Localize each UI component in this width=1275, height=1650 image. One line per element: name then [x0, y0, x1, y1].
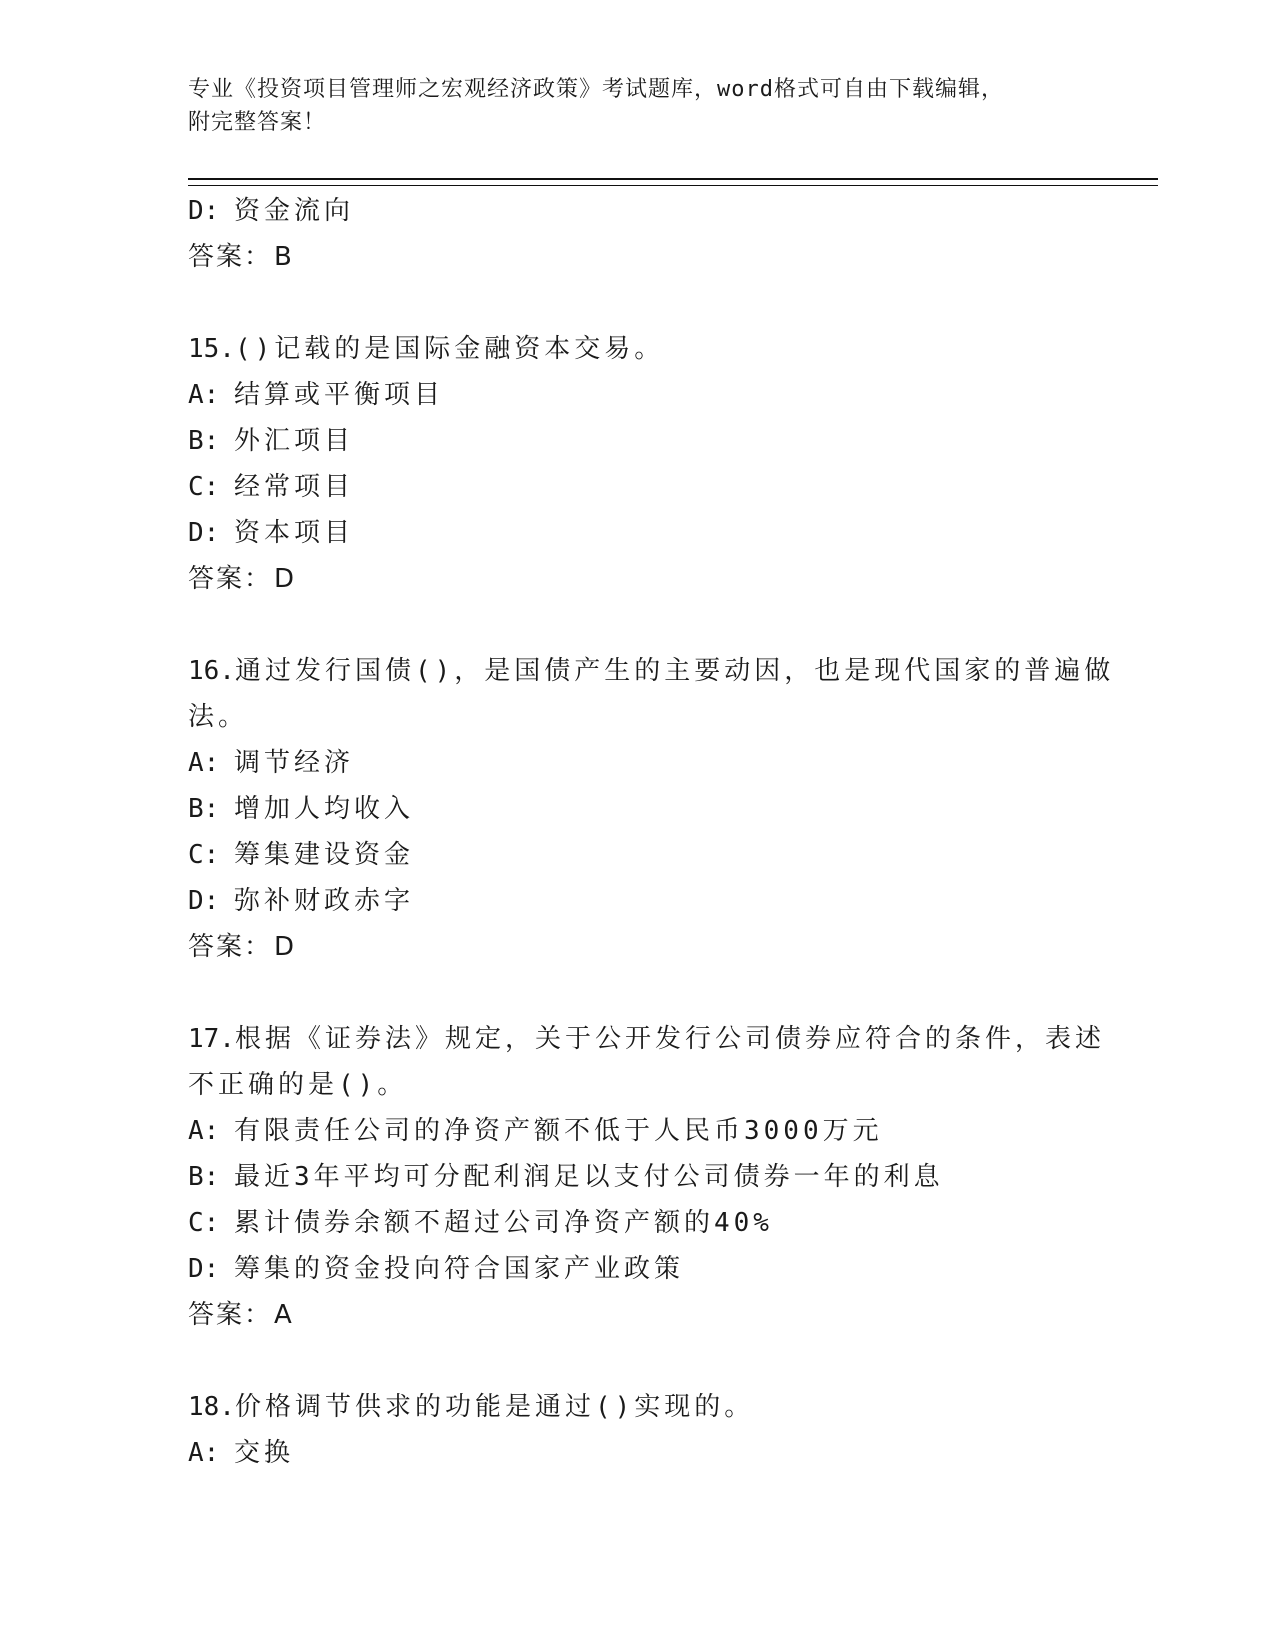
question-number: 16.	[188, 656, 235, 686]
answer-line	[188, 234, 1088, 280]
option-text: 交换	[234, 1438, 295, 1468]
option-label: B:	[188, 1162, 220, 1192]
question-number: 15.	[188, 334, 235, 364]
option-c	[188, 832, 1088, 878]
option-text: 累计债券余额不超过公司净资产额的40%	[234, 1208, 773, 1238]
option-d	[188, 1246, 1088, 1292]
option-text: 最近3年平均可分配利润足以支付公司债券一年的利息	[234, 1162, 944, 1192]
question-stem	[188, 1016, 1105, 1062]
question-text: ()记载的是国际金融资本交易。	[234, 334, 665, 364]
option-text: 调节经济	[234, 748, 355, 778]
option-label: B:	[188, 426, 220, 456]
option-a	[188, 1430, 1088, 1476]
option-label: A:	[188, 1116, 220, 1146]
question-stem	[188, 1384, 1088, 1430]
document-body	[188, 188, 1115, 1476]
option-label: B:	[188, 794, 220, 824]
answer-label: 答案：	[188, 1300, 273, 1330]
question-number: 18.	[188, 1392, 235, 1422]
option-label: A:	[188, 380, 220, 410]
question-fragment	[188, 188, 1088, 280]
option-a	[188, 1108, 1088, 1154]
option-label: C:	[188, 472, 220, 502]
option-d	[188, 188, 1088, 234]
option-label: D:	[188, 886, 220, 916]
option-text: 有限责任公司的净资产额不低于人民币3000万元	[234, 1116, 883, 1146]
option-label: A:	[188, 1438, 220, 1468]
answer-label: 答案：	[188, 242, 273, 272]
question-stem	[188, 326, 1088, 372]
option-label: D:	[188, 518, 220, 548]
option-text: 弥补财政赤字	[234, 886, 415, 916]
header-line-2: 附完整答案！	[188, 110, 327, 135]
answer-line	[188, 924, 1088, 970]
question-stem-continued: 不正确的是()。	[188, 1070, 408, 1100]
question-15	[188, 326, 1088, 602]
answer-value: D	[274, 932, 297, 962]
option-label: C:	[188, 1208, 220, 1238]
option-d	[188, 878, 1088, 924]
option-text: 筹集建设资金	[234, 840, 415, 870]
option-c	[188, 1200, 1088, 1246]
answer-value: B	[274, 242, 294, 272]
answer-label: 答案：	[188, 564, 273, 594]
option-text: 筹集的资金投向符合国家产业政策	[234, 1254, 685, 1284]
answer-label: 答案：	[188, 932, 273, 962]
question-text: 通过发行国债()，是国债产生的主要动因，也是现代国家的普遍做	[234, 656, 1115, 686]
question-17	[188, 1016, 1105, 1338]
question-16	[188, 648, 1115, 970]
option-a	[188, 372, 1088, 418]
question-number: 17.	[188, 1024, 235, 1054]
option-c	[188, 464, 1088, 510]
option-text: 增加人均收入	[234, 794, 415, 824]
answer-value: A	[274, 1300, 294, 1330]
option-b	[188, 786, 1088, 832]
option-label: A:	[188, 748, 220, 778]
answer-line	[188, 1292, 1088, 1338]
question-text: 根据《证券法》规定，关于公开发行公司债券应符合的条件，表述	[234, 1024, 1105, 1054]
option-text: 资本项目	[234, 518, 355, 548]
answer-value: D	[274, 564, 297, 594]
option-a	[188, 740, 1088, 786]
option-text: 资金流向	[234, 196, 355, 226]
question-stem-continued: 法。	[188, 702, 249, 732]
option-text: 经常项目	[234, 472, 355, 502]
document-header	[188, 73, 1088, 139]
answer-line	[188, 556, 1088, 602]
question-18	[188, 1384, 1088, 1476]
option-b	[188, 418, 1088, 464]
question-stem	[188, 648, 1115, 694]
option-label: D:	[188, 1254, 220, 1284]
option-label: D:	[188, 196, 220, 226]
header-divider	[188, 178, 1158, 186]
option-b	[188, 1154, 1088, 1200]
option-text: 外汇项目	[234, 426, 355, 456]
option-d	[188, 510, 1088, 556]
header-line-1: 专业《投资项目管理师之宏观经济政策》考试题库，word格式可自由下载编辑，	[188, 77, 1004, 102]
option-text: 结算或平衡项目	[234, 380, 445, 410]
option-label: C:	[188, 840, 220, 870]
question-text: 价格调节供求的功能是通过()实现的。	[234, 1392, 755, 1422]
